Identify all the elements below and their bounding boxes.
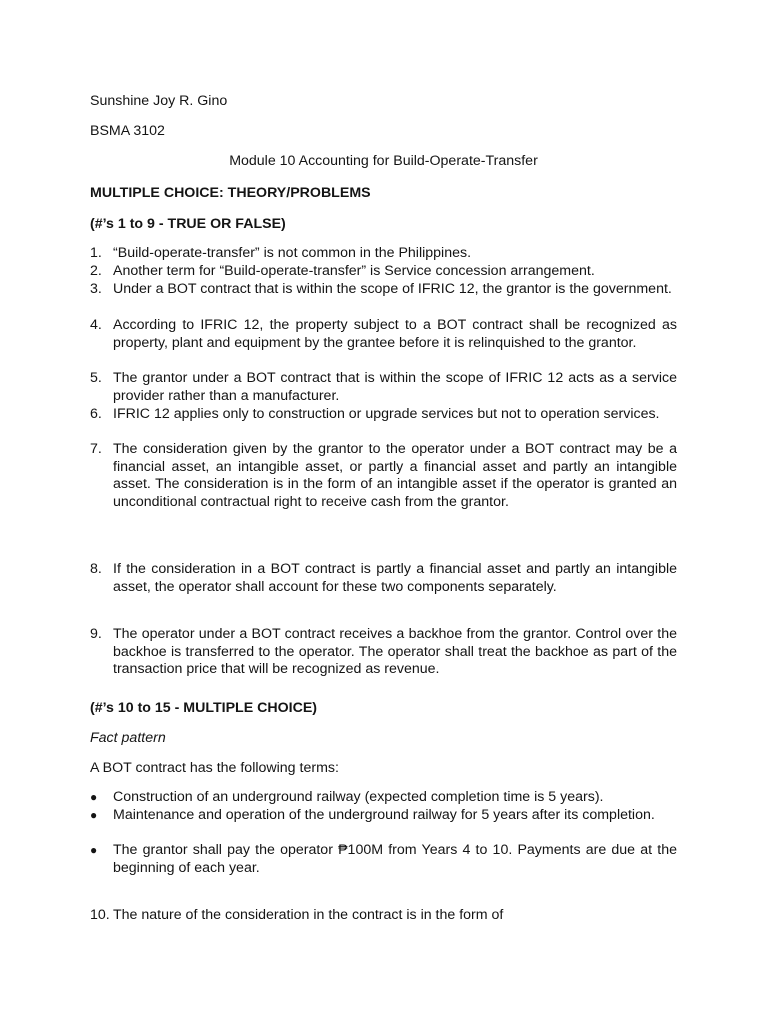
- bullet-icon: ●: [90, 843, 98, 857]
- bullet-item: [90, 807, 677, 825]
- bullet-text: Maintenance and operation of the underground railway for 5 years after its completion.: [113, 807, 655, 823]
- item-number: 2.: [90, 263, 102, 279]
- question-text: The nature of the consideration in the contract is in the form of: [113, 907, 504, 923]
- item-number: 1.: [90, 245, 102, 261]
- item-text: IFRIC 12 applies only to construction or upgrade services but not to operation services.: [113, 406, 660, 422]
- item-text: According to IFRIC 12, the property subject to a BOT contract shall be recognized as property, plant and equipment by the grantee before it is relinquished to the grantor.: [113, 317, 677, 351]
- item-number: 9.: [90, 626, 102, 642]
- list-item: [90, 626, 677, 679]
- list-item: [90, 245, 677, 263]
- item-text: The consideration given by the grantor to the operator under a BOT contract may be a financial asset, an intangible asset, or partly a financial asset and partly an intangible asset. The consideration is in the form of an intangible asset if the operator is granted an unconditional contractual right to receive cash from the grantor.: [113, 441, 677, 510]
- list-item: [90, 263, 677, 281]
- list-item: [90, 561, 677, 596]
- document-title: Module 10 Accounting for Build-Operate-Transfer: [229, 153, 538, 169]
- list-item: [90, 281, 677, 299]
- bullet-icon: ●: [90, 808, 98, 822]
- item-number: 8.: [90, 561, 102, 577]
- list-item: [90, 370, 677, 405]
- true-false-heading: (#’s 1 to 9 - TRUE OR FALSE): [90, 216, 286, 232]
- item-text: Another term for “Build-operate-transfer” is Service concession arrangement.: [113, 263, 595, 279]
- item-text: The grantor under a BOT contract that is within the scope of IFRIC 12 acts as a service provider rather than a manufacturer.: [113, 370, 677, 404]
- bullet-icon: ●: [90, 790, 98, 804]
- fact-pattern-label: Fact pattern: [90, 730, 166, 746]
- question-item: [90, 907, 677, 925]
- item-number: 7.: [90, 441, 102, 457]
- list-item: [90, 406, 677, 424]
- item-text: “Build-operate-transfer” is not common in the Philippines.: [113, 245, 472, 261]
- author-name: Sunshine Joy R. Gino: [90, 93, 228, 109]
- item-text: If the consideration in a BOT contract is partly a financial asset and partly an intangible asset, the operator shall account for these two components separately.: [113, 561, 677, 595]
- item-text: The operator under a BOT contract receives a backhoe from the grantor. Control over the backhoe is transferred to the operator. The operator shall treat the backhoe as part of the transaction price that will be recognized as revenue.: [113, 626, 677, 678]
- item-text: Under a BOT contract that is within the scope of IFRIC 12, the grantor is the government.: [113, 281, 672, 297]
- bullet-text: Construction of an underground railway (expected completion time is 5 years).: [113, 789, 604, 805]
- fact-pattern-intro: A BOT contract has the following terms:: [90, 760, 339, 776]
- item-number: 5.: [90, 370, 102, 386]
- multiple-choice-heading: (#’s 10 to 15 - MULTIPLE CHOICE): [90, 700, 318, 716]
- list-item: [90, 317, 677, 352]
- item-number: 4.: [90, 317, 102, 333]
- main-heading: MULTIPLE CHOICE: THEORY/PROBLEMS: [90, 185, 371, 201]
- section-code: BSMA 3102: [90, 123, 165, 139]
- item-number: 3.: [90, 281, 102, 297]
- bullet-text: The grantor shall pay the operator ₱100M from Years 4 to 10. Payments are due at the beginning of each year.: [113, 842, 677, 876]
- list-item: [90, 441, 677, 511]
- bullet-item: [90, 842, 677, 877]
- question-number: 10.: [90, 907, 110, 923]
- bullet-item: [90, 789, 677, 807]
- item-number: 6.: [90, 406, 102, 422]
